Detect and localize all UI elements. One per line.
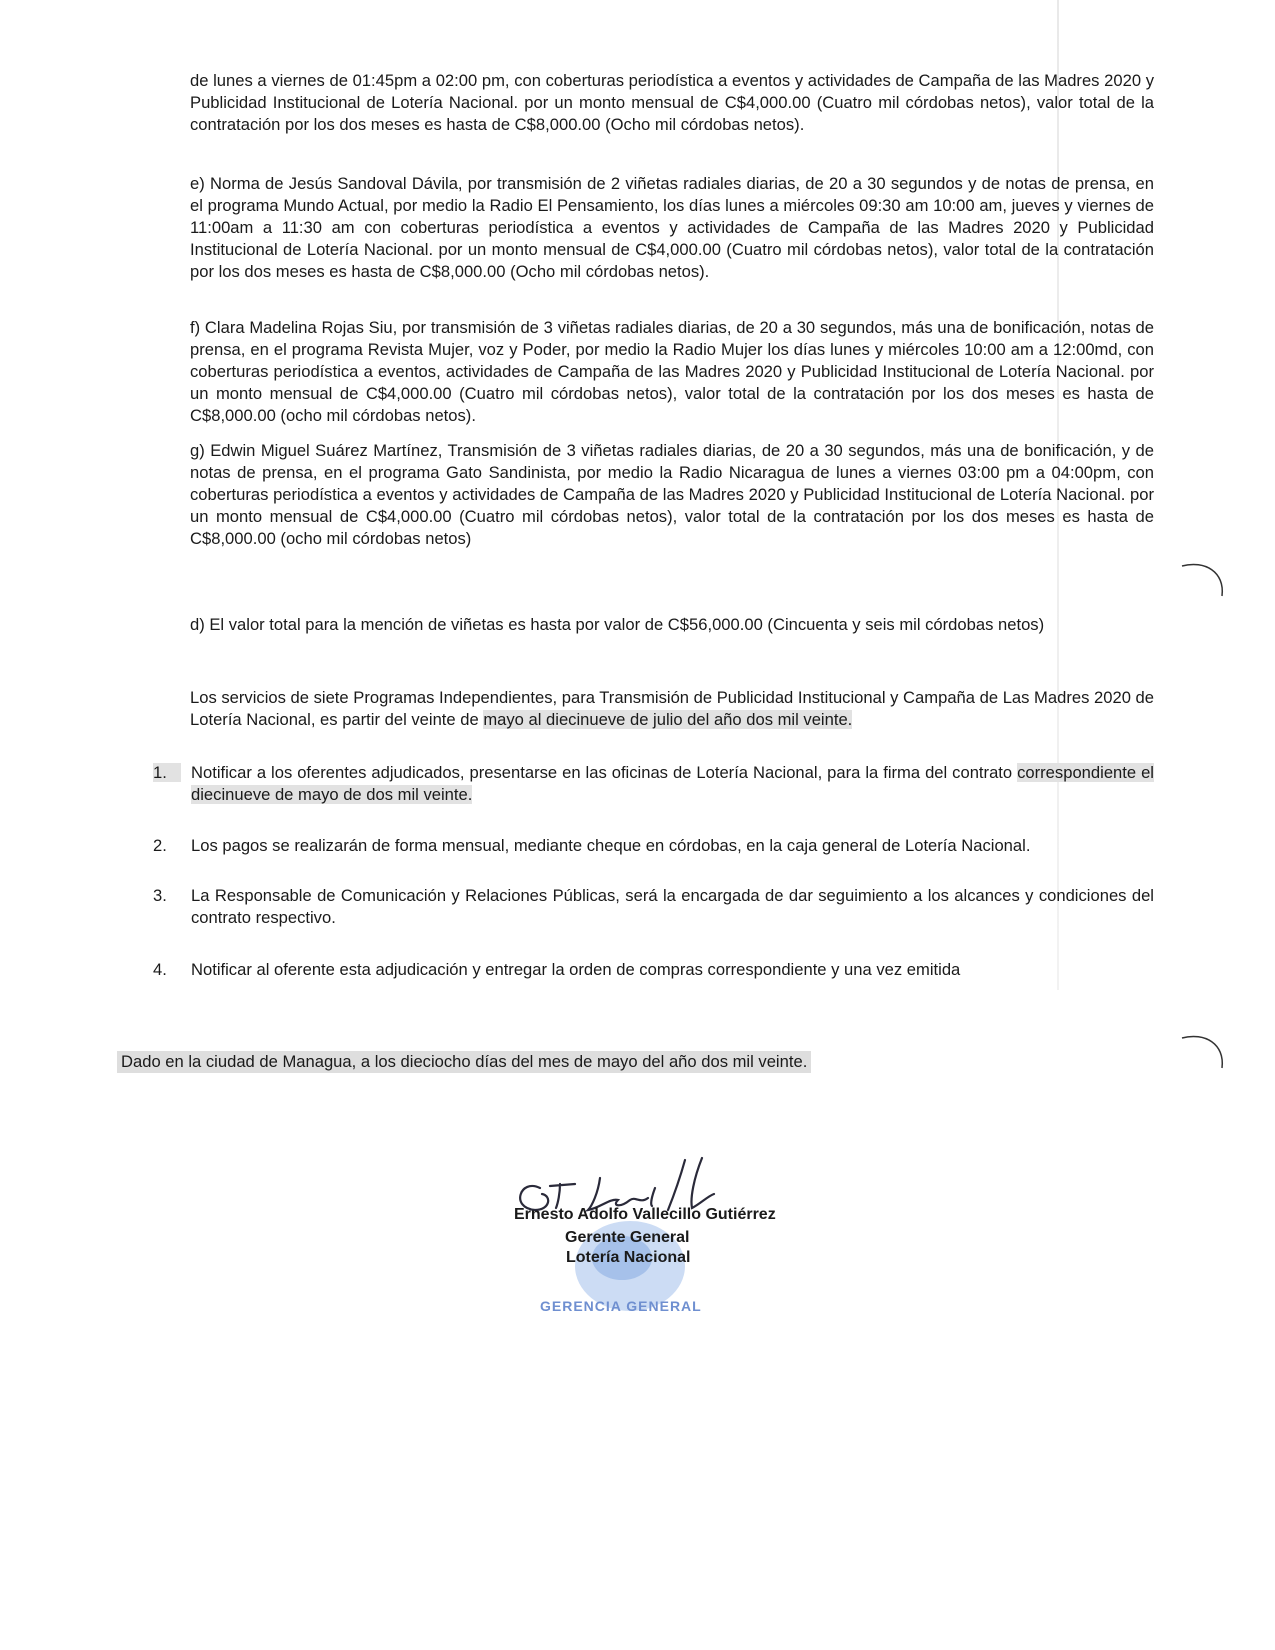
paragraph-f: f) Clara Madelina Rojas Siu, por transmisión de 3 viñetas radiales diarias, de 20 a 30 segundos, más una de bonificación, notas de prensa, en el programa Revista Mujer, voz y Poder, por medio la Radio Mujer los días lunes y miércoles 10:00 am a 12:00md, con coberturas periodística a eventos, actividades de Campaña de las Madres 2020 y Publicidad Institucional de Lotería Nacional. por un monto mensual de C$4,000.00 (Cuatro mil córdobas netos), valor total de la contratación por los dos meses es hasta de C$8,000.00 (ocho mil córdobas netos). — [190, 318, 1154, 425]
paragraph-total: d) El valor total para la mención de viñetas es hasta por valor de C$56,000.00 (Cincuenta y seis mil córdobas netos) — [190, 615, 1045, 634]
signatory-name: Ernesto Adolfo Vallecillo Gutiérrez — [514, 1206, 776, 1223]
list-item-text: La Responsable de Comunicación y Relaciones Públicas, será la encargada de dar seguimiento a los alcances y condiciones del contrato respectivo. — [191, 886, 1154, 927]
list-item-1 — [153, 762, 1154, 806]
paragraph-d-continued: de lunes a viernes de 01:45pm a 02:00 pm, con coberturas periodística a eventos y actividades de Campaña de las Madres 2020 y Publicidad Institucional de Lotería Nacional. por un monto mensual de C$4,000.00 (Cuatro mil córdobas netos), valor total de la contratación por los dos meses es hasta de C$8,000.00 (Ocho mil córdobas netos). — [190, 71, 1154, 134]
paragraph-servicios — [190, 687, 1154, 731]
servicios-highlight: mayo al diecinueve de julio del año dos mil veinte. — [483, 710, 853, 729]
closing-statement: Dado en la ciudad de Managua, a los dieciocho días del mes de mayo del año dos mil veinte. — [117, 1051, 811, 1073]
list-item-3 — [153, 885, 1154, 929]
signatory-role: Gerente General — [565, 1229, 690, 1246]
punch-hole-mark — [1180, 560, 1240, 610]
list-item-text: Los pagos se realizarán de forma mensual, mediante cheque en córdobas, en la caja general de Lotería Nacional. — [191, 836, 1031, 855]
servicios-text: Los servicios de siete Programas Independientes, para Transmisión de Publicidad Institucional y Campaña de Las Madres 2020 de Lotería Nacional, es partir del veinte de — [190, 688, 1154, 729]
stamp-text: GERENCIA GENERAL — [540, 1298, 702, 1314]
list-item-number: 1. — [153, 762, 191, 806]
signature-stroke — [520, 1158, 714, 1210]
list-item-text: Notificar a los oferentes adjudicados, presentarse en las oficinas de Lotería Nacional, para la firma del contrato correspondiente el diecinueve de mayo de dos mil veinte. — [191, 763, 1154, 804]
list-item-text: Notificar al oferente esta adjudicación y entregar la orden de compras correspondiente y una vez emitida — [191, 960, 961, 979]
signatory-organization: Lotería Nacional — [566, 1249, 691, 1266]
punch-hole-mark — [1180, 1032, 1240, 1082]
list-item-number: 4. — [153, 960, 167, 979]
list-item-4 — [153, 959, 1154, 981]
list-item-number: 3. — [153, 886, 167, 905]
paragraph-g: g) Edwin Miguel Suárez Martínez, Transmisión de 3 viñetas radiales diarias, de 20 a 30 segundos, más una de bonificación, y de notas de prensa, en el programa Gato Sandinista, por medio la Radio Nicaragua de lunes a viernes 03:00 pm a 04:00pm, con coberturas periodística a eventos y actividades de Campaña de las Madres 2020 y Publicidad Institucional de Lotería Nacional. por un monto mensual de C$4,000.00 (Cuatro mil córdobas netos), valor total de la contratación por los dos meses es hasta de C$8,000.00 (ocho mil córdobas netos) — [190, 441, 1154, 548]
list-item-2 — [153, 835, 1154, 857]
paragraph-e: e) Norma de Jesús Sandoval Dávila, por transmisión de 2 viñetas radiales diarias, de 20 a 30 segundos y de notas de prensa, en el programa Mundo Actual, por medio la Radio El Pensamiento, los días lunes a miércoles 09:30 am 10:00 am, jueves y viernes de 11:00am a 11:30 am con coberturas periodística a eventos y actividades de Campaña de las Madres 2020 y Publicidad Institucional de Lotería Nacional. por un monto mensual de C$4,000.00 (Cuatro mil córdobas netos), valor total de la contratación por los dos meses es hasta de C$8,000.00 (Ocho mil córdobas netos). — [190, 174, 1154, 281]
list-item-number: 2. — [153, 836, 167, 855]
